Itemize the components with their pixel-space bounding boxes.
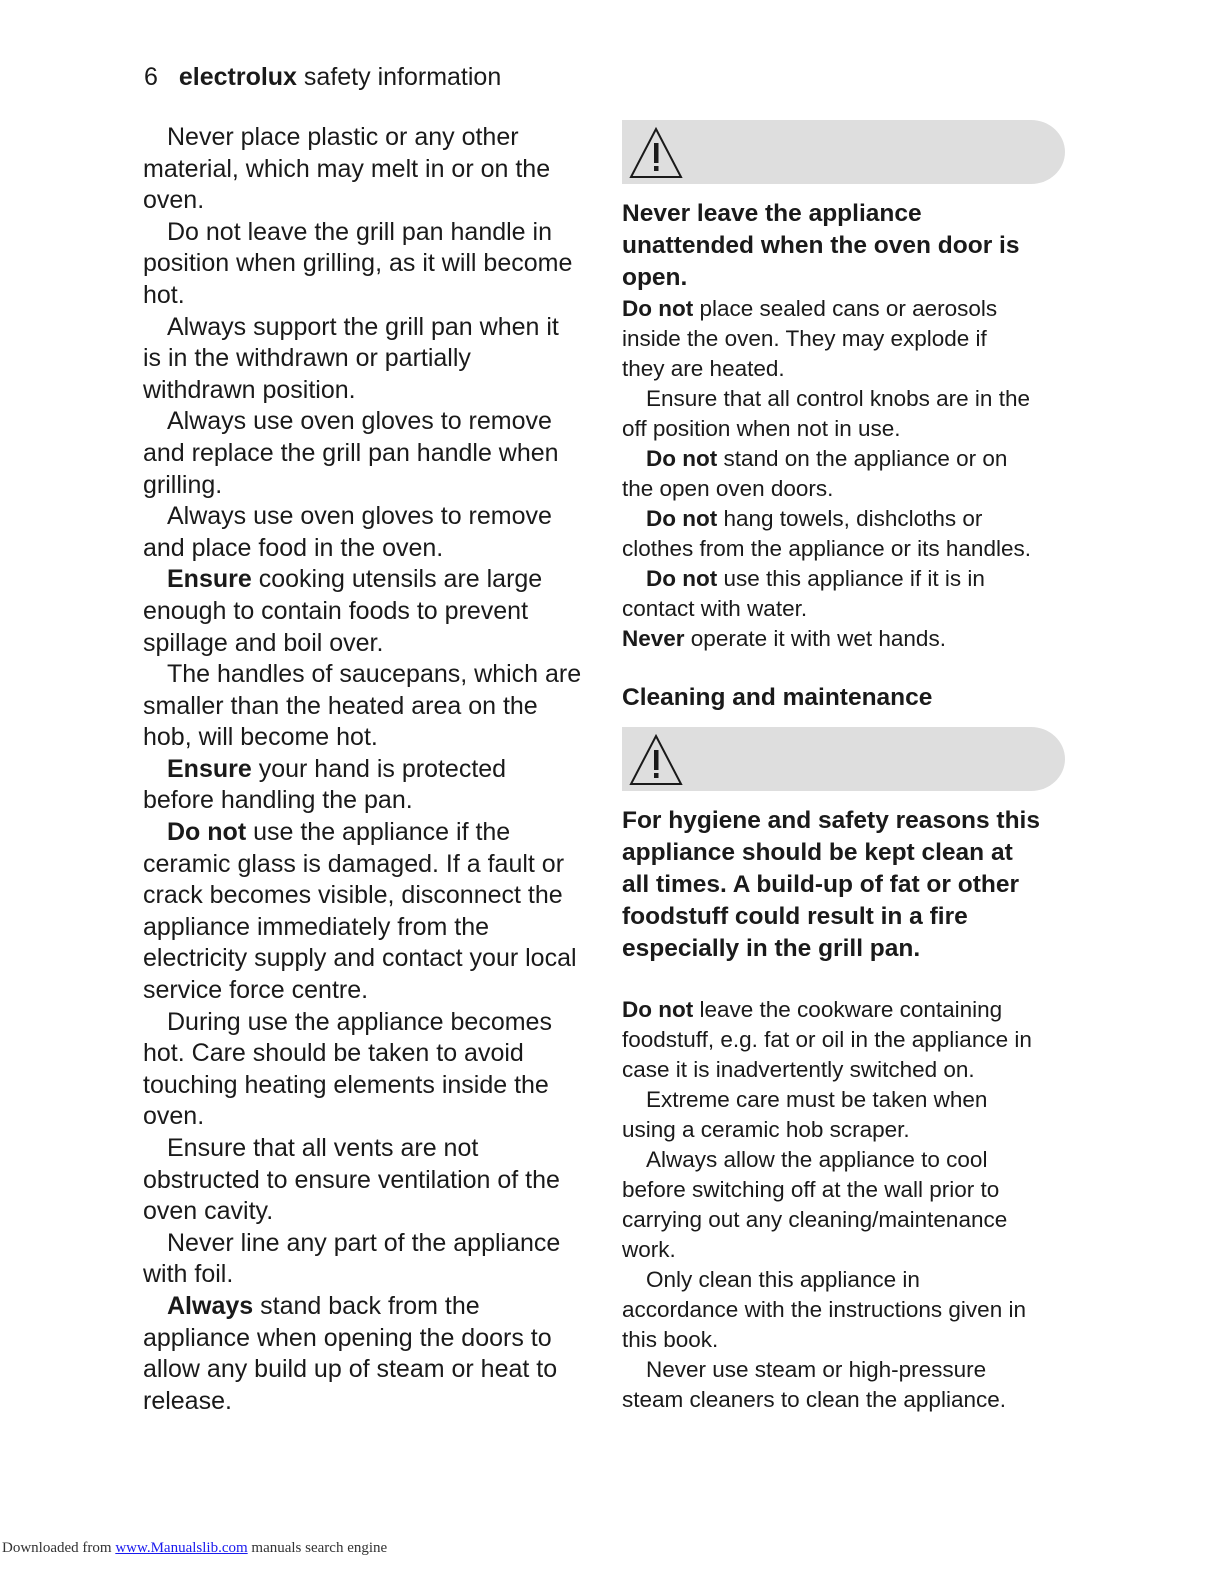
bold-lead: Ensure xyxy=(167,565,252,594)
text-line: and replace the grill pan handle when xyxy=(143,438,559,467)
bold-lead: Do not xyxy=(646,566,718,591)
paragraph xyxy=(622,444,1082,504)
text-line: spillage and boil over. xyxy=(143,628,384,657)
paragraph xyxy=(143,659,603,754)
text-line: clothes from the appliance or its handles. xyxy=(622,536,1031,561)
text-line: The handles of saucepans, which are xyxy=(167,660,582,689)
text-line: all times. A build-up of fat or other xyxy=(622,871,1019,898)
text-line: grilling. xyxy=(143,470,223,499)
paragraph xyxy=(622,504,1082,564)
bold-lead: Ensure xyxy=(167,754,252,783)
text-line: using a ceramic hob scraper. xyxy=(622,1117,910,1142)
text-line: inside the oven. They may explode if xyxy=(622,326,987,351)
text-line: Always allow the appliance to cool xyxy=(646,1147,988,1172)
text-line: material, which may melt in or on the xyxy=(143,154,551,183)
text-line: foodstuff could result in a fire xyxy=(622,903,968,930)
text-line: hang towels, dishcloths or xyxy=(717,506,983,531)
warning-text xyxy=(622,805,1082,965)
text-line: crack becomes visible, disconnect the xyxy=(143,881,563,910)
right-column xyxy=(622,120,1082,1415)
footer-prefix: Downloaded from xyxy=(2,1540,116,1556)
text-line: leave the cookware containing xyxy=(693,997,1003,1022)
text-line: release. xyxy=(143,1386,232,1415)
bold-lead: Always xyxy=(167,1291,254,1320)
paragraph xyxy=(143,406,603,501)
text-line: Never place plastic or any other xyxy=(167,123,519,151)
text-line: use the appliance if the xyxy=(246,818,511,847)
text-line: Extreme care must be taken when xyxy=(646,1087,988,1112)
text-line: oven. xyxy=(143,1102,205,1131)
footer-suffix: manuals search engine xyxy=(247,1540,388,1556)
paragraph xyxy=(143,122,603,217)
text-line: position when grilling, as it will become xyxy=(143,249,573,278)
cleaning-instructions xyxy=(622,995,1082,1415)
text-line: Do not leave the grill pan handle in xyxy=(167,217,552,246)
warning-paragraph xyxy=(622,198,1082,294)
section-heading: Cleaning and maintenance xyxy=(622,684,933,711)
text-line: unattended when the oven door is xyxy=(622,232,1020,259)
text-line: work. xyxy=(622,1237,676,1262)
page-number: 6 xyxy=(144,63,158,91)
text-line: Never leave the appliance xyxy=(622,200,922,227)
text-line: place sealed cans or aerosols xyxy=(693,296,998,321)
text-line: contact with water. xyxy=(622,596,808,621)
text-line: Always support the grill pan when it xyxy=(167,312,559,341)
text-line: use this appliance if it is in xyxy=(717,566,985,591)
paragraph xyxy=(622,1355,1082,1415)
text-line: off position when not in use. xyxy=(622,416,901,441)
paragraph xyxy=(622,384,1082,444)
paragraph xyxy=(143,501,603,564)
paragraph xyxy=(622,1085,1082,1145)
paragraph xyxy=(143,1228,603,1291)
text-line: with foil. xyxy=(143,1260,234,1289)
text-line: Ensure that all vents are not xyxy=(167,1134,479,1162)
text-line: is in the withdrawn or partially xyxy=(143,344,471,373)
text-line: hot. xyxy=(143,280,185,309)
bold-lead: Never xyxy=(622,626,685,651)
warning-triangle-icon xyxy=(628,126,684,180)
text-line: ceramic glass is damaged. If a fault or xyxy=(143,849,565,878)
text-line: especially in the grill pan. xyxy=(622,935,921,962)
text-line: enough to contain foods to prevent xyxy=(143,596,529,625)
text-line: oven. xyxy=(143,186,205,215)
bold-lead: Do not xyxy=(622,997,694,1022)
text-line: Always use oven gloves to remove xyxy=(167,407,552,436)
paragraph xyxy=(622,1265,1082,1355)
text-line: obstructed to ensure ventilation of the xyxy=(143,1165,560,1194)
paragraph xyxy=(143,1007,603,1133)
manualslib-link[interactable]: www.Manualslib.com xyxy=(115,1540,248,1556)
text-line: Only clean this appliance in xyxy=(646,1267,920,1292)
text-line: case it is inadvertently switched on. xyxy=(622,1057,975,1082)
bold-lead: Do not xyxy=(167,818,247,847)
text-line: and place food in the oven. xyxy=(143,533,444,562)
section-title: safety information xyxy=(303,63,502,91)
paragraph xyxy=(143,754,603,817)
safety-instructions xyxy=(622,294,1082,654)
paragraph xyxy=(622,995,1082,1085)
paragraph xyxy=(143,817,603,1007)
text-line: Ensure that all control knobs are in the xyxy=(646,386,1030,411)
paragraph xyxy=(143,312,603,407)
warning-text xyxy=(622,198,1082,294)
text-line: carrying out any cleaning/maintenance xyxy=(622,1207,1008,1232)
text-line: Always use oven gloves to remove xyxy=(167,502,552,531)
warning-triangle-icon xyxy=(628,733,684,787)
text-line: appliance should be kept clean at xyxy=(622,839,1013,866)
text-line: they are heated. xyxy=(622,356,785,381)
bold-lead: Do not xyxy=(646,446,718,471)
paragraph xyxy=(622,564,1082,624)
warning-paragraph xyxy=(622,805,1082,965)
paragraph xyxy=(622,294,1082,384)
brand-name: electrolux xyxy=(178,63,297,91)
text-line: Never use steam or high-pressure xyxy=(646,1357,987,1382)
text-line: open. xyxy=(622,264,688,291)
text-line: accordance with the instructions given in xyxy=(622,1297,1026,1322)
paragraph xyxy=(622,1145,1082,1265)
text-line: service force centre. xyxy=(143,976,369,1005)
text-line: steam cleaners to clean the appliance. xyxy=(622,1387,1006,1412)
text-line: withdrawn position. xyxy=(143,375,356,404)
text-line: cooking utensils are large xyxy=(251,565,543,594)
text-line: allow any build up of steam or heat to xyxy=(143,1355,558,1384)
text-line: hob, will become hot. xyxy=(143,723,378,752)
paragraph xyxy=(622,624,1082,654)
text-line: For hygiene and safety reasons this xyxy=(622,807,1040,834)
page-header xyxy=(144,60,501,94)
download-footer xyxy=(2,1540,387,1557)
text-line: Never line any part of the appliance xyxy=(167,1228,561,1257)
text-line: this book. xyxy=(622,1327,719,1352)
text-line: appliance when opening the doors to xyxy=(143,1323,552,1352)
bold-lead: Do not xyxy=(622,296,694,321)
paragraph xyxy=(143,217,603,312)
text-line: appliance immediately from the xyxy=(143,912,489,941)
text-line: the open oven doors. xyxy=(622,476,834,501)
paragraph xyxy=(143,564,603,659)
left-column xyxy=(143,120,603,1417)
text-line: before switching off at the wall prior to xyxy=(622,1177,1000,1202)
text-line: electricity supply and contact your local xyxy=(143,944,577,973)
warning-banner xyxy=(622,120,1065,184)
paragraph xyxy=(143,1133,603,1228)
text-line: During use the appliance becomes xyxy=(167,1007,552,1036)
text-line: foodstuff, e.g. fat or oil in the appliance in xyxy=(622,1027,1032,1052)
bold-lead: Do not xyxy=(646,506,718,531)
warning-banner xyxy=(622,727,1065,791)
paragraph xyxy=(143,1291,603,1417)
text-line: oven cavity. xyxy=(143,1197,274,1226)
text-line: before handling the pan. xyxy=(143,786,413,815)
text-line: stand on the appliance or on xyxy=(717,446,1008,471)
text-line: operate it with wet hands. xyxy=(684,626,946,651)
text-line: touching heating elements inside the xyxy=(143,1070,549,1099)
text-line: smaller than the heated area on the xyxy=(143,691,538,720)
text-line: hot. Care should be taken to avoid xyxy=(143,1039,524,1068)
text-line: stand back from the xyxy=(253,1291,480,1320)
text-line: your hand is protected xyxy=(251,754,507,783)
